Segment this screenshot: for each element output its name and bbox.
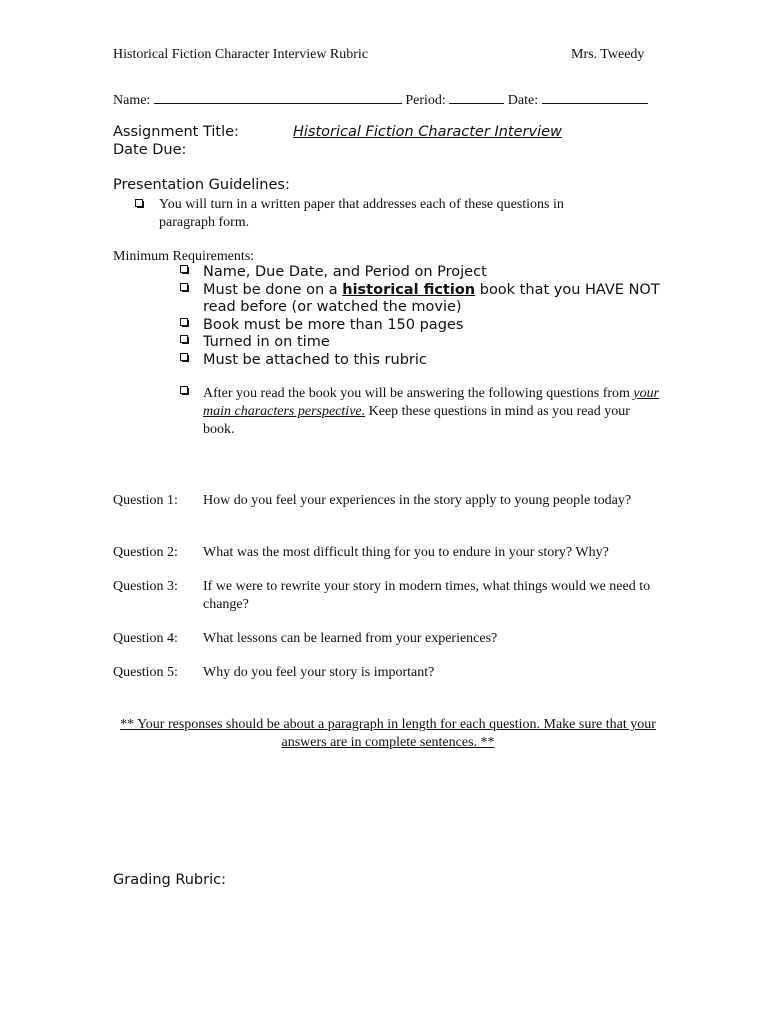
requirement-item [180, 385, 660, 439]
requirements-list [180, 264, 660, 439]
requirement-text: Must be attached to this rubric [203, 351, 427, 368]
requirement-text: Book must be more than 150 pages [203, 316, 464, 333]
checkbox-bullet-icon [180, 386, 194, 395]
guidelines-title: Presentation Guidelines: [113, 177, 290, 193]
student-info-line [113, 91, 648, 110]
historical-fiction-emphasis: historical fiction [342, 281, 476, 298]
period-field[interactable] [449, 91, 504, 104]
requirement-text-end: Keep these questions in mind as you read your book. [203, 404, 630, 437]
question-text: What lessons can be learned from your experiences? [203, 631, 498, 646]
document-title: Historical Fiction Character Interview Rubric [113, 47, 369, 62]
requirement-text: Name, Due Date, and Period on Project [203, 264, 487, 280]
teacher-name: Mrs. Tweedy [571, 47, 645, 62]
question-label: Question 2: [113, 545, 178, 560]
date-due-label: Date Due: [113, 142, 187, 158]
question-label: Question 1: [113, 493, 178, 508]
question-text: Why do you feel your story is important? [203, 665, 435, 680]
question-label: Question 5: [113, 665, 178, 680]
checkbox-bullet-icon [180, 265, 194, 274]
grading-rubric-title: Grading Rubric: [113, 872, 226, 888]
requirement-text: Turned in on time [203, 334, 330, 350]
question-label: Question 4: [113, 631, 178, 646]
perspective-emphasis: your main characters perspective. [203, 386, 660, 419]
requirement-item [180, 352, 660, 370]
requirement-item [180, 317, 660, 335]
checkbox-bullet-icon [135, 199, 149, 208]
assignment-title-value: Historical Fiction Character Interview [293, 124, 562, 140]
requirements-title: Minimum Requirements: [113, 249, 255, 264]
requirement-text-start: After you read the book you will be answering the following questions from [203, 386, 630, 401]
responses-note: ** Your responses should be about a paragraph in length for each question. Make sure that your answers are in complete sentences. ** [120, 717, 656, 750]
checkbox-bullet-icon [180, 353, 194, 362]
name-label: Name: [113, 93, 151, 108]
question-text: If we were to rewrite your story in modern times, what things would we need to change? [203, 579, 651, 612]
question-text: How do you feel your experiences in the story apply to young people today? [203, 493, 632, 508]
guideline-text: You will turn in a written paper that addresses each of these questions in paragraph form. [159, 197, 564, 230]
date-label: Date: [507, 93, 539, 108]
date-field[interactable] [542, 91, 648, 104]
question-label: Question 3: [113, 579, 178, 594]
requirement-text-end: book that you HAVE NOT read before (or watched the movie) [203, 281, 660, 315]
requirement-item [180, 334, 660, 352]
assignment-title-label: Assignment Title: [113, 124, 239, 140]
name-field[interactable] [154, 91, 402, 104]
requirement-item [180, 264, 660, 282]
question-text: What was the most difficult thing for you to endure in your story? Why? [203, 545, 609, 560]
requirement-item [180, 282, 660, 317]
period-label: Period: [405, 93, 446, 108]
checkbox-bullet-icon [180, 335, 194, 344]
checkbox-bullet-icon [180, 283, 194, 292]
guideline-item [135, 196, 605, 230]
requirement-text-start: Must be done on a [203, 281, 338, 298]
checkbox-bullet-icon [180, 318, 194, 327]
